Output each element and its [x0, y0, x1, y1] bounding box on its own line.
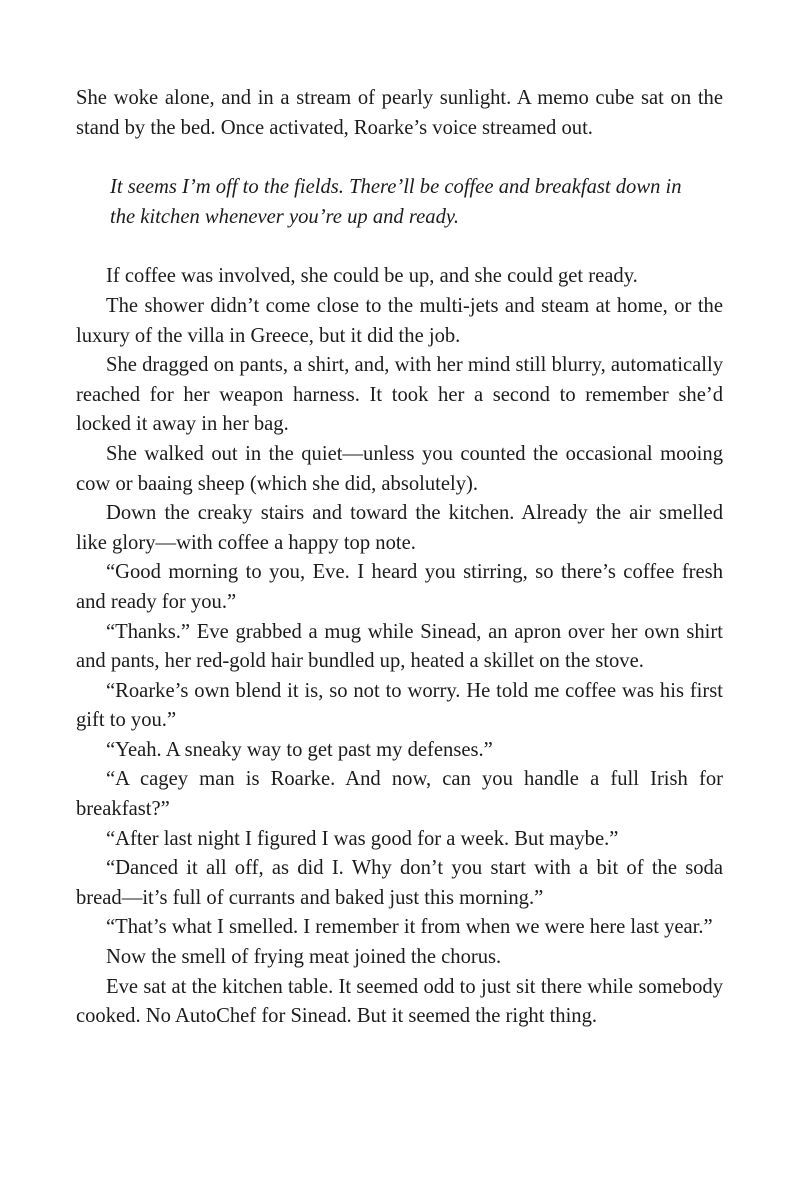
- paragraph: “That’s what I smelled. I remember it from when we were here last year.”: [106, 916, 713, 939]
- paragraph: “A cagey man is Roarke. And now, can you handle a full Irish for breakfast?”: [76, 768, 723, 821]
- paragraph: The shower didn’t come close to the multi-jets and steam at home, or the luxury of the villa in Greece, but it did the job.: [76, 294, 723, 347]
- paragraph: Down the creaky stairs and toward the kitchen. Already the air smelled like glory—with coffee a happy top note.: [76, 502, 723, 554]
- paragraph: Eve sat at the kitchen table. It seemed odd to just sit there while somebody cooked. No AutoChef for Sinead. But it seemed the right thing.: [76, 975, 723, 1028]
- memo-quote: It seems I’m off to the fields. There’ll be coffee and breakfast down in the kitchen whenever you’re up and ready.: [110, 176, 682, 228]
- paragraph: “After last night I figured I was good for a week. But maybe.”: [106, 827, 619, 850]
- paragraph: She dragged on pants, a shirt, and, with her mind still blurry, automatically reached for her weapon harness. It took her a second to remember she’d locked it away in her bag.: [76, 354, 723, 436]
- opening-paragraph: She woke alone, and in a stream of pearly sunlight. A memo cube sat on the stand by the bed. Once activated, Roarke’s voice streamed out.: [76, 87, 723, 139]
- paragraph: If coffee was involved, she could be up, and she could get ready.: [106, 265, 638, 288]
- paragraph: Now the smell of frying meat joined the chorus.: [106, 946, 502, 969]
- paragraph: “Thanks.” Eve grabbed a mug while Sinead, an apron over her own shirt and pants, her red-gold hair bundled up, heated a skillet on the stove.: [76, 620, 723, 673]
- paragraph: “Roarke’s own blend it is, so not to worry. He told me coffee was his first gift to you.”: [76, 679, 723, 732]
- paragraph: “Good morning to you, Eve. I heard you stirring, so there’s coffee fresh and ready for you.”: [76, 561, 723, 613]
- paragraph: “Danced it all off, as did I. Why don’t you start with a bit of the soda bread—it’s full of currants and baked just this morning.”: [76, 857, 723, 909]
- book-page: [76, 84, 723, 1032]
- paragraph: She walked out in the quiet—unless you counted the occasional mooing cow or baaing sheep (which she did, absolutely).: [76, 442, 723, 495]
- paragraph: “Yeah. A sneaky way to get past my defenses.”: [106, 738, 493, 761]
